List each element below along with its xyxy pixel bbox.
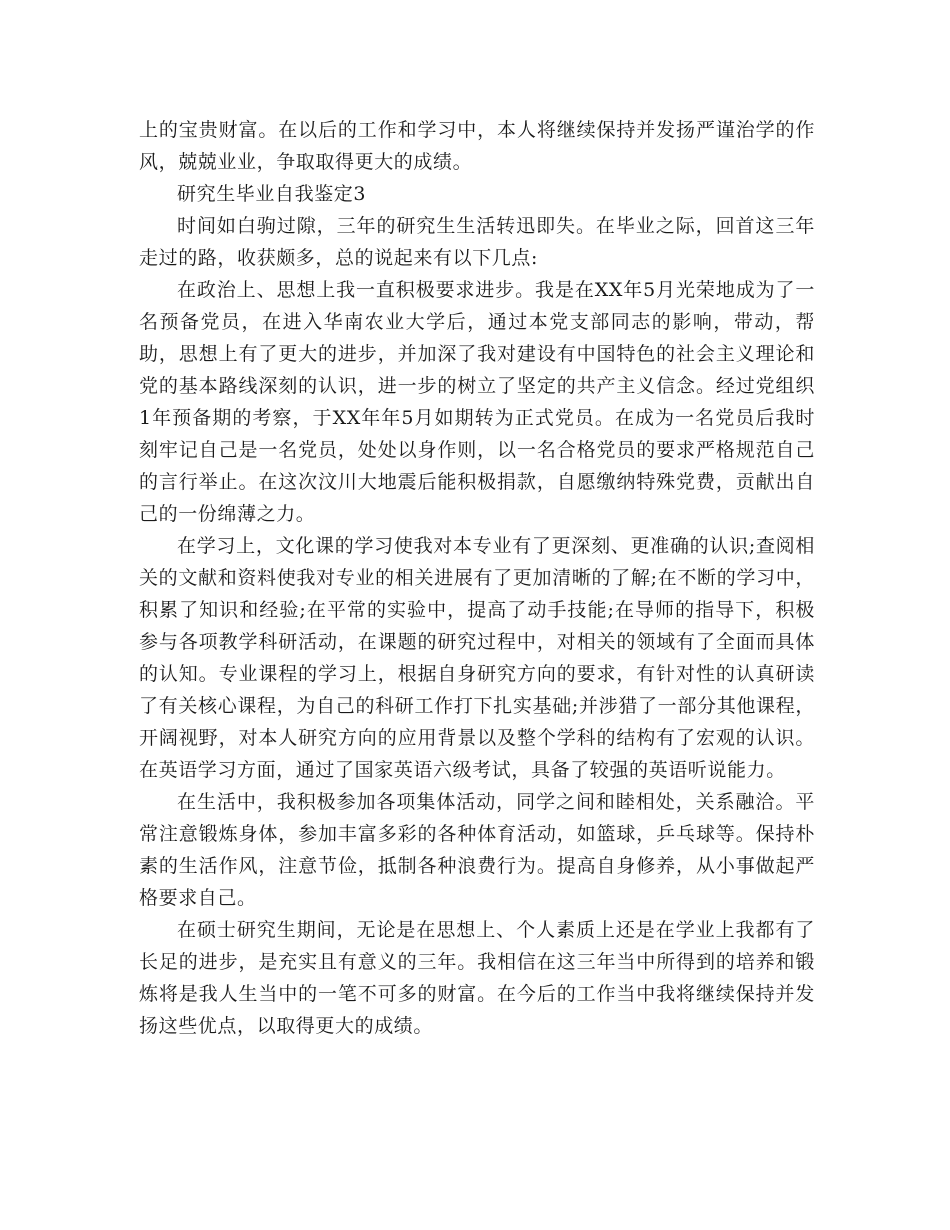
document-body [139, 114, 815, 1042]
paragraph-conclusion: 在硕士研究生期间，无论是在思想上、个人素质上还是在学业上我都有了长足的进步，是充实且有意义的三年。我相信在这三年当中所得到的培养和锻炼将是我人生当中的一笔不可多的财富。在今后的工作当中我将继续保持并发扬这些优点，以取得更大的成绩。 [139, 919, 815, 1037]
paragraph-life: 在生活中，我积极参加各项集体活动，同学之间和睦相处，关系融洽。平常注意锻炼身体，参加丰富多彩的各种体育活动，如篮球，乒乓球等。保持朴素的生活作风，注意节俭，抵制各种浪费行为。提高自身修养，从小事做起严格要求自己。 [139, 791, 815, 909]
section-heading: 研究生毕业自我鉴定3 [177, 183, 367, 205]
paragraph-continuation: 上的宝贵财富。在以后的工作和学习中，本人将继续保持并发扬严谨治学的作风，兢兢业业，争取取得更大的成绩。 [139, 119, 815, 173]
paragraph-politics: 在政治上、思想上我一直积极要求进步。我是在XX年5月光荣地成为了一名预备党员，在进入华南农业大学后，通过本党支部同志的影响，带动，帮助，思想上有了更大的进步，并加深了我对建设有中国特色的社会主义理论和党的基本路线深刻的认识，进一步的树立了坚定的共产主义信念。经过党组织1年预备期的考察，于XX年年5月如期转为正式党员。在成为一名党员后我时刻牢记自己是一名党员，处处以身作则，以一名合格党员的要求严格规范自己的言行举止。在这次汶川大地震后能积极捐款，自愿缴纳特殊党费，贡献出自己的一份绵薄之力。 [139, 279, 815, 525]
paragraph-intro: 时间如白驹过隙，三年的研究生生活转迅即失。在毕业之际，回首这三年走过的路，收获颇多，总的说起来有以下几点: [139, 215, 815, 269]
paragraph-study: 在学习上，文化课的学习使我对本专业有了更深刻、更准确的认识;查阅相关的文献和资料使我对专业的相关进展有了更加清晰的了解;在不断的学习中，积累了知识和经验;在平常的实验中，提高了动手技能;在导师的指导下，积极参与各项教学科研活动，在课题的研究过程中，对相关的领域有了全面而具体的认知。专业课程的学习上，根据自身研究方向的要求，有针对性的认真研读了有关核心课程，为自己的科研工作打下扎实基础;并涉猎了一部分其他课程，开阔视野，对本人研究方向的应用背景以及整个学科的结构有了宏观的认识。在英语学习方面，通过了国家英语六级考试，具备了较强的英语听说能力。 [139, 535, 815, 781]
